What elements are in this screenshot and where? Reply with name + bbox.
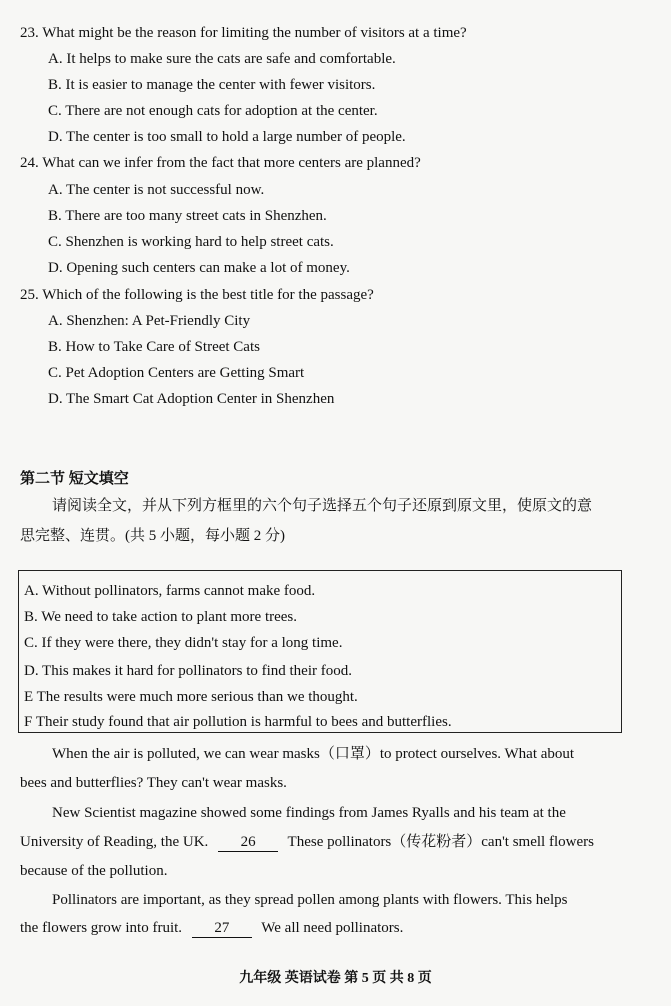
question-24-option-a: A. The center is not successful now. [48,182,265,198]
question-23-stem: 23. What might be the reason for limiting the number of visitors at a time? [20,25,467,41]
question-25-stem: 25. Which of the following is the best title for the passage? [20,287,374,303]
question-24-option-c: C. Shenzhen is working hard to help street cats. [48,234,334,250]
section-instruction-line2: 思完整、连贯。(共 5 小题，每小题 2 分) [20,528,285,544]
passage-p3-line1: Pollinators are important, as they spread pollen among plants with flowers. This helps [52,892,568,908]
passage-p2-line2-end: These pollinators（传花粉者）can't smell flowers [287,834,594,850]
passage-p2-line2-start: University of Reading, the UK. [20,834,209,850]
choice-f: F Their study found that air pollution is harmful to bees and butterflies. [24,714,452,730]
passage-p3-line2-end: We all need pollinators. [261,920,404,936]
page-footer: 九年级 英语试卷 第 5 页 共 8 页 [239,971,432,986]
section-instruction-line1: 请阅读全文，并从下列方框里的六个句子选择五个句子还原到原文里，使原文的意 [52,498,593,514]
question-25-option-a: A. Shenzhen: A Pet-Friendly City [48,313,251,329]
question-23-option-b: B. It is easier to manage the center with fewer visitors. [48,77,376,93]
question-23-option-c: C. There are not enough cats for adoption at the center. [48,103,378,119]
passage-p1-line2: bees and butterflies? They can't wear masks. [20,775,287,791]
section-title: 第二节 短文填空 [20,471,129,487]
passage-p1-line1: When the air is polluted, we can wear masks（口罩）to protect ourselves. What about [52,746,575,762]
blank-27[interactable]: 27 [192,919,252,938]
question-25-option-b: B. How to Take Care of Street Cats [48,339,260,355]
question-23-option-a: A. It helps to make sure the cats are safe and comfortable. [48,51,396,67]
choice-b: B. We need to take action to plant more trees. [24,609,298,625]
passage-p3-line2 [20,919,403,938]
question-25-option-d: D. The Smart Cat Adoption Center in Shenzhen [48,391,335,407]
question-24-option-b: B. There are too many street cats in Shenzhen. [48,208,327,224]
passage-p2-line1: New Scientist magazine showed some findings from James Ryalls and his team at the [52,805,566,821]
question-24-option-d: D. Opening such centers can make a lot of money. [48,260,350,276]
sentence-choices-box [18,570,622,733]
choice-c: C. If they were there, they didn't stay for a long time. [24,635,343,651]
choice-e: E The results were much more serious than we thought. [24,689,358,705]
passage-p3-line2-start: the flowers grow into fruit. [20,920,183,936]
question-24-stem: 24. What can we infer from the fact that more centers are planned? [20,155,421,171]
choice-d: D. This makes it hard for pollinators to find their food. [24,663,353,679]
blank-26[interactable]: 26 [218,833,278,852]
question-23-option-d: D. The center is too small to hold a large number of people. [48,129,406,145]
question-25-option-c: C. Pet Adoption Centers are Getting Smart [48,365,305,381]
passage-p2-line2 [20,833,594,852]
choice-a: A. Without pollinators, farms cannot make food. [24,583,316,599]
passage-p2-line3: because of the pollution. [20,863,168,879]
